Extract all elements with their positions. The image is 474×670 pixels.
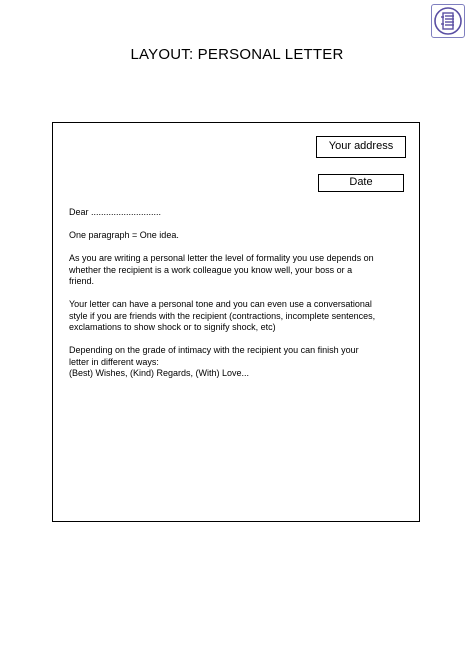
- address-box: Your address: [316, 136, 406, 158]
- letter-frame: [52, 122, 420, 522]
- letter-paragraph: One paragraph = One idea.: [69, 230, 179, 240]
- document-icon: [431, 4, 465, 38]
- date-box: Date: [318, 174, 404, 192]
- page-title: LAYOUT: PERSONAL LETTER: [130, 46, 344, 63]
- letter-paragraph: Your letter can have a personal tone and you can even use a conversational style if you are friends with the recipient (contractions, incomplete sentences, exclamations to show shock or to signify shock, etc): [69, 299, 376, 332]
- document-icon-graphic: [432, 5, 464, 37]
- letter-greeting: Dear ............................: [69, 207, 162, 217]
- letter-body: [69, 207, 404, 391]
- letter-paragraph: As you are writing a personal letter the level of formality you use depends on whether the recipient is a work colleague you know well, your boss or a friend.: [69, 253, 374, 286]
- letter-paragraph: Depending on the grade of intimacy with the recipient you can finish your letter in different ways: (Best) Wishes, (Kind) Regards, (With) Love...: [69, 345, 359, 378]
